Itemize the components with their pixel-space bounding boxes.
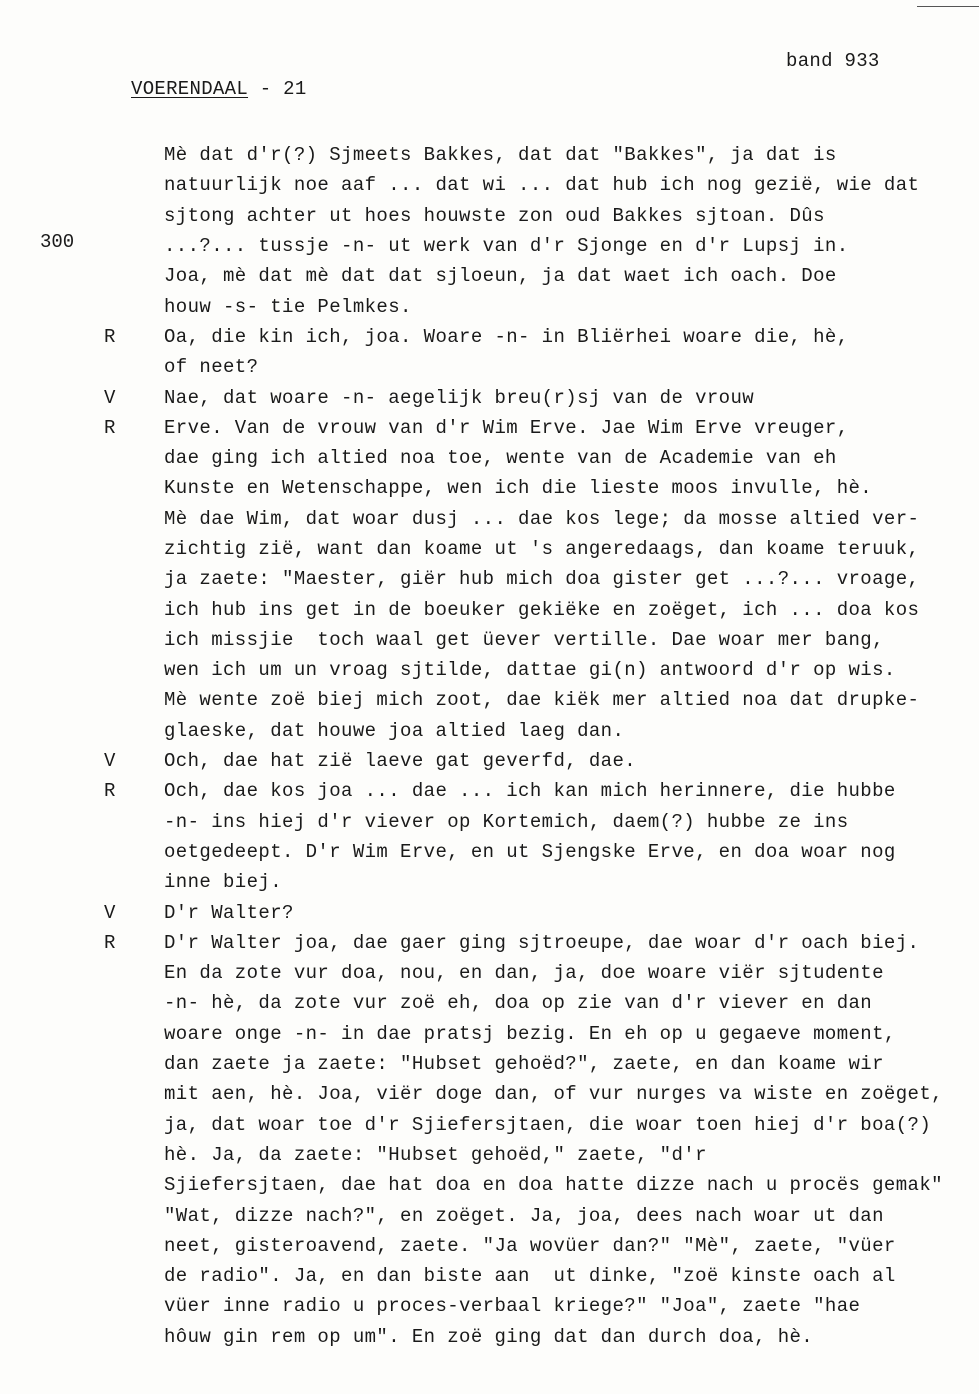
line-text: En da zote vur doa, nou, en dan, ja, doe woare viër sjtudente <box>164 962 884 985</box>
transcript-line <box>104 140 974 170</box>
transcript-line <box>104 291 974 321</box>
line-text: D'r Walter joa, dae gaer ging sjtroeupe, dae woar d'r oach biej. <box>164 931 920 954</box>
transcript-line <box>104 322 974 352</box>
transcript-line <box>104 594 974 624</box>
line-text: D'r Walter? <box>164 901 294 924</box>
transcript-line <box>104 867 974 897</box>
speaker-label: V <box>104 750 116 773</box>
line-text: Mè dat d'r(?) Sjmeets Bakkes, dat dat "Bakkes", ja dat is <box>164 144 837 167</box>
transcript-line <box>104 170 974 200</box>
transcript-line <box>104 1170 974 1200</box>
line-text: ich missjie toch waal get üever vertille. Dae woar mer bang, <box>164 628 884 651</box>
line-text: Och, dae kos joa ... dae ... ich kan mich herinnere, die hubbe <box>164 780 896 803</box>
speaker-label: R <box>104 780 116 803</box>
transcript-line <box>104 1110 974 1140</box>
page-number: 21 <box>283 78 307 100</box>
transcript-line <box>104 1200 974 1230</box>
line-text: hè. Ja, da zaete: "Hubset gehoëd," zaete, "d'r <box>164 1143 707 1166</box>
line-text: woare onge -n- in dae pratsj bezig. En eh op u gegaeve moment, <box>164 1022 896 1045</box>
transcript-line <box>104 1261 974 1291</box>
line-text: -n- hè, da zote vur zoë eh, doa op zie van d'r viever en dan <box>164 992 873 1015</box>
speaker-label: R <box>104 416 116 439</box>
line-text: oetgedeept. D'r Wim Erve, en ut Sjengske Erve, en doa woar nog <box>164 840 896 863</box>
line-text: wen ich um un vroag sjtilde, dattae gi(n) antwoord d'r op wis. <box>164 659 896 682</box>
place-title: VOERENDAAL <box>131 78 249 100</box>
transcript-line <box>104 1140 974 1170</box>
transcript-line <box>104 261 974 291</box>
line-text: Oa, die kin ich, joa. Woare -n- in Bliërhei woare die, hè, <box>164 325 849 348</box>
corner-rule <box>917 6 979 7</box>
transcript-line <box>104 988 974 1018</box>
transcript-body <box>104 140 974 1352</box>
transcript-line <box>104 746 974 776</box>
line-text: Kunste en Wetenschappe, wen ich die lieste moos invulle, hè. <box>164 477 873 500</box>
transcript-line <box>104 382 974 412</box>
transcript-line <box>104 1019 974 1049</box>
transcript-line <box>104 837 974 867</box>
line-text: of neet? <box>164 356 259 379</box>
line-text: Mè dae Wim, dat woar dusj ... dae kos lege; da mosse altied ver- <box>164 507 920 530</box>
transcript-line <box>104 413 974 443</box>
transcript-line <box>104 928 974 958</box>
transcript-line <box>104 1049 974 1079</box>
line-text: glaeske, dat houwe joa altied laeg dan. <box>164 719 625 742</box>
transcript-line <box>104 897 974 927</box>
margin-line-number: 300 <box>40 231 75 253</box>
line-text: de radio". Ja, en dan biste aan ut dinke, "zoë kinste oach al <box>164 1265 896 1288</box>
line-text: dan zaete ja zaete: "Hubset gehoëd?", zaete, en dan koame wir <box>164 1053 884 1076</box>
transcript-line <box>104 685 974 715</box>
header-separator: - <box>248 78 284 100</box>
line-text: "Wat, dizze nach?", en zoëget. Ja, joa, dees nach woar ut dan <box>164 1204 884 1227</box>
line-text: Mè wente zoë biej mich zoot, dae kiëk mer altied noa dat drupke- <box>164 689 920 712</box>
line-text: inne biej. <box>164 871 283 894</box>
transcript-line <box>104 1291 974 1321</box>
line-text: ja, dat woar toe d'r Sjiefersjtaen, die woar toen hiej d'r boa(?) <box>164 1113 932 1136</box>
transcript-line <box>104 1079 974 1109</box>
line-text: Joa, mè dat mè dat dat sjloeun, ja dat waet ich oach. Doe <box>164 265 837 288</box>
transcript-line <box>104 958 974 988</box>
transcript-line <box>104 352 974 382</box>
transcript-line <box>104 201 974 231</box>
band-label: band 933 <box>786 50 880 72</box>
transcript-line <box>104 504 974 534</box>
speaker-label: V <box>104 386 116 409</box>
line-text: houw -s- tie Pelmkes. <box>164 295 412 318</box>
line-text: vüer inne radio u proces-verbaal kriege?" "Joa", zaete "hae <box>164 1295 861 1318</box>
speaker-label: R <box>104 325 116 348</box>
transcript-line <box>104 564 974 594</box>
line-text: neet, gisteroavend, zaete. "Ja wovüer dan?" "Mè", zaete, "vüer <box>164 1234 896 1257</box>
transcript-line <box>104 655 974 685</box>
line-text: ja zaete: "Maester, giër hub mich doa gister get ...?... vroage, <box>164 568 920 591</box>
transcript-line <box>104 473 974 503</box>
line-text: ...?... tussje -n- ut werk van d'r Sjonge en d'r Lupsj in. <box>164 235 849 258</box>
transcript-line <box>104 807 974 837</box>
line-text: sjtong achter ut hoes houwste zon oud Bakkes sjtoan. Dûs <box>164 204 825 227</box>
line-text: Och, dae hat zië laeve gat geverfd, dae. <box>164 750 637 773</box>
line-text: hôuw gin rem op um". En zoë ging dat dan durch doa, hè. <box>164 1325 814 1348</box>
line-text: Erve. Van de vrouw van d'r Wim Erve. Jae Wim Erve vreuger, <box>164 416 849 439</box>
transcript-line <box>104 716 974 746</box>
transcript-line <box>104 1322 974 1352</box>
line-text: natuurlijk noe aaf ... dat wi ... dat hub ich nog gezië, wie dat <box>164 174 920 197</box>
transcript-line <box>104 231 974 261</box>
line-text: -n- ins hiej d'r viever op Kortemich, daem(?) hubbe ze ins <box>164 810 849 833</box>
speaker-label: R <box>104 931 116 954</box>
transcript-line <box>104 534 974 564</box>
line-text: Sjiefersjtaen, dae hat doa en doa hatte dizze nach u procës gemak" <box>164 1174 943 1197</box>
line-text: dae ging ich altied noa toe, wente van de Academie van eh <box>164 447 837 470</box>
line-text: ich hub ins get in de boeuker gekiëke en zoëget, ich ... doa kos <box>164 598 920 621</box>
transcript-line <box>104 1231 974 1261</box>
transcript-line <box>104 625 974 655</box>
line-text: Nae, dat woare -n- aegelijk breu(r)sj van de vrouw <box>164 386 755 409</box>
transcript-line <box>104 776 974 806</box>
line-text: mit aen, hè. Joa, viër doge dan, of vur nurges va wiste en zoëget, <box>164 1083 943 1106</box>
page-header <box>131 78 307 100</box>
transcript-line <box>104 443 974 473</box>
speaker-label: V <box>104 901 116 924</box>
line-text: zichtig zië, want dan koame ut 's angeredaags, dan koame teruuk, <box>164 538 920 560</box>
